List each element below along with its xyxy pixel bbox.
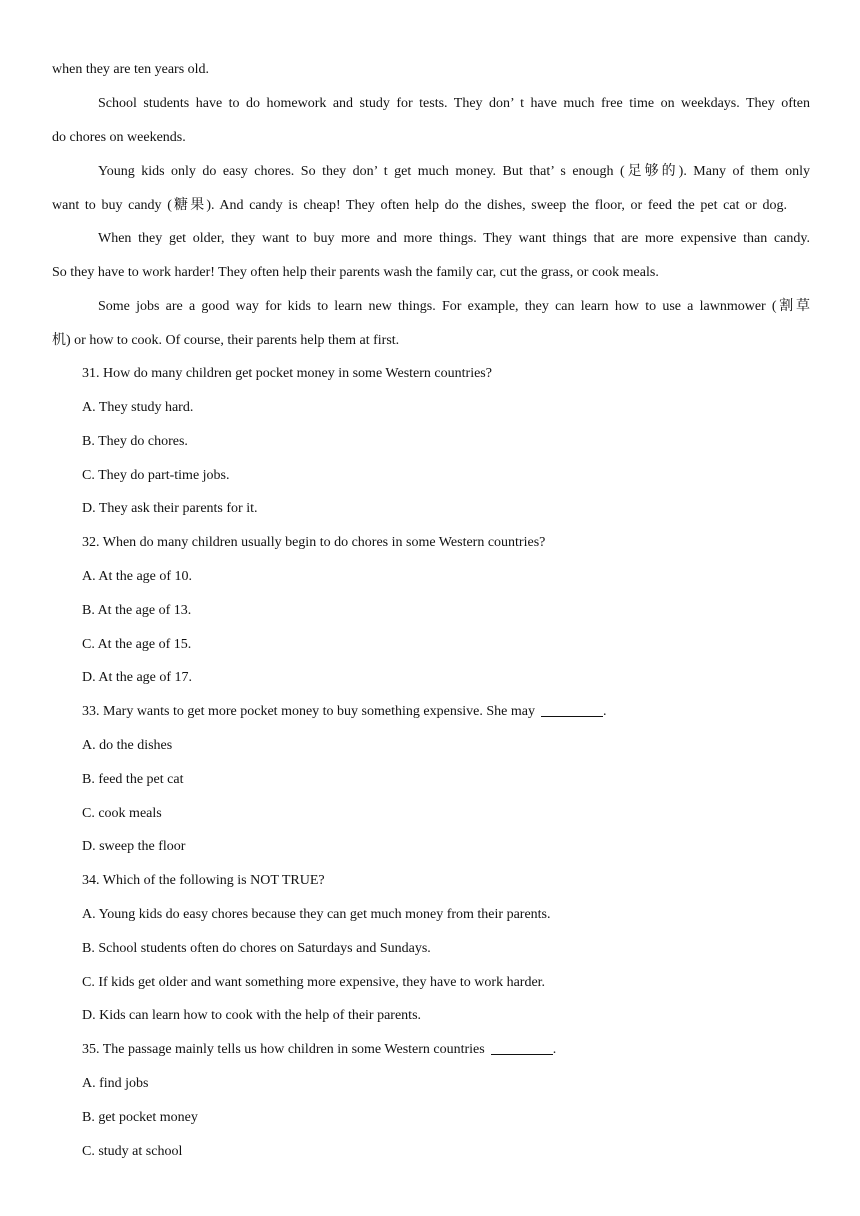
passage-line: do chores on weekends. — [52, 130, 186, 145]
question-stem-end: . — [602, 704, 607, 719]
answer-option: A. They study hard. — [82, 400, 194, 415]
answer-option: A. At the age of 10. — [82, 569, 193, 584]
answer-option: A. do the dishes — [82, 738, 173, 753]
question-stem-text: 33. Mary wants to get more pocket money to buy something expensive. She may — [82, 704, 535, 719]
answer-option: B. feed the pet cat — [82, 772, 184, 787]
answer-option: D. At the age of 17. — [82, 670, 193, 685]
answer-option: C. If kids get older and want something more expensive, they have to work harder. — [82, 975, 546, 990]
answer-option: D. Kids can learn how to cook with the help of their parents. — [82, 1008, 422, 1023]
answer-option: C. At the age of 15. — [82, 637, 192, 652]
answer-blank — [491, 1040, 553, 1055]
question-stem-end: . — [552, 1042, 557, 1057]
answer-option: C. cook meals — [82, 806, 162, 821]
passage-line: 机) or how to cook. Of course, their parents help them at first. — [52, 333, 400, 348]
answer-option: B. At the age of 13. — [82, 603, 192, 618]
question-stem — [82, 695, 810, 729]
passage-line: So they have to work harder! They often help their parents wash the family car, cut the grass, or cook meals. — [52, 265, 659, 280]
answer-option: A. find jobs — [82, 1076, 149, 1091]
answer-option: C. They do part-time jobs. — [82, 468, 230, 483]
answer-option: C. study at school — [82, 1144, 183, 1159]
passage-line: Some jobs are a good way for kids to learn new things. For example, they can learn how to use a lawnmower (割草 — [98, 299, 810, 314]
answer-blank — [541, 702, 603, 717]
passage-line: When they get older, they want to buy more and more things. They want things that are more expensive than candy. — [98, 231, 810, 246]
passage-line: School students have to do homework and study for tests. They don’ t have much free time on weekdays. They often — [98, 96, 810, 111]
passage-line: want to buy candy (糖果). And candy is cheap! They often help do the dishes, sweep the floor, or feed the pet cat or dog. — [52, 198, 787, 213]
answer-option: B. They do chores. — [82, 434, 188, 449]
passage-line: Young kids only do easy chores. So they don’ t get much money. But that’ s enough (足够的). Many of them only — [98, 164, 810, 179]
answer-option: A. Young kids do easy chores because they can get much money from their parents. — [82, 907, 551, 922]
question-stem: 34. Which of the following is NOT TRUE? — [82, 873, 325, 888]
passage-line: when they are ten years old. — [52, 62, 210, 77]
question-stem: 31. How do many children get pocket money in some Western countries? — [82, 366, 492, 381]
question-stem-text: 35. The passage mainly tells us how children in some Western countries — [82, 1042, 485, 1057]
question-stem: 32. When do many children usually begin to do chores in some Western countries? — [82, 535, 546, 550]
answer-option: B. get pocket money — [82, 1110, 198, 1125]
answer-option: B. School students often do chores on Saturdays and Sundays. — [82, 941, 431, 956]
question-stem — [82, 1033, 810, 1067]
answer-option: D. They ask their parents for it. — [82, 501, 258, 516]
answer-option: D. sweep the floor — [82, 839, 186, 854]
